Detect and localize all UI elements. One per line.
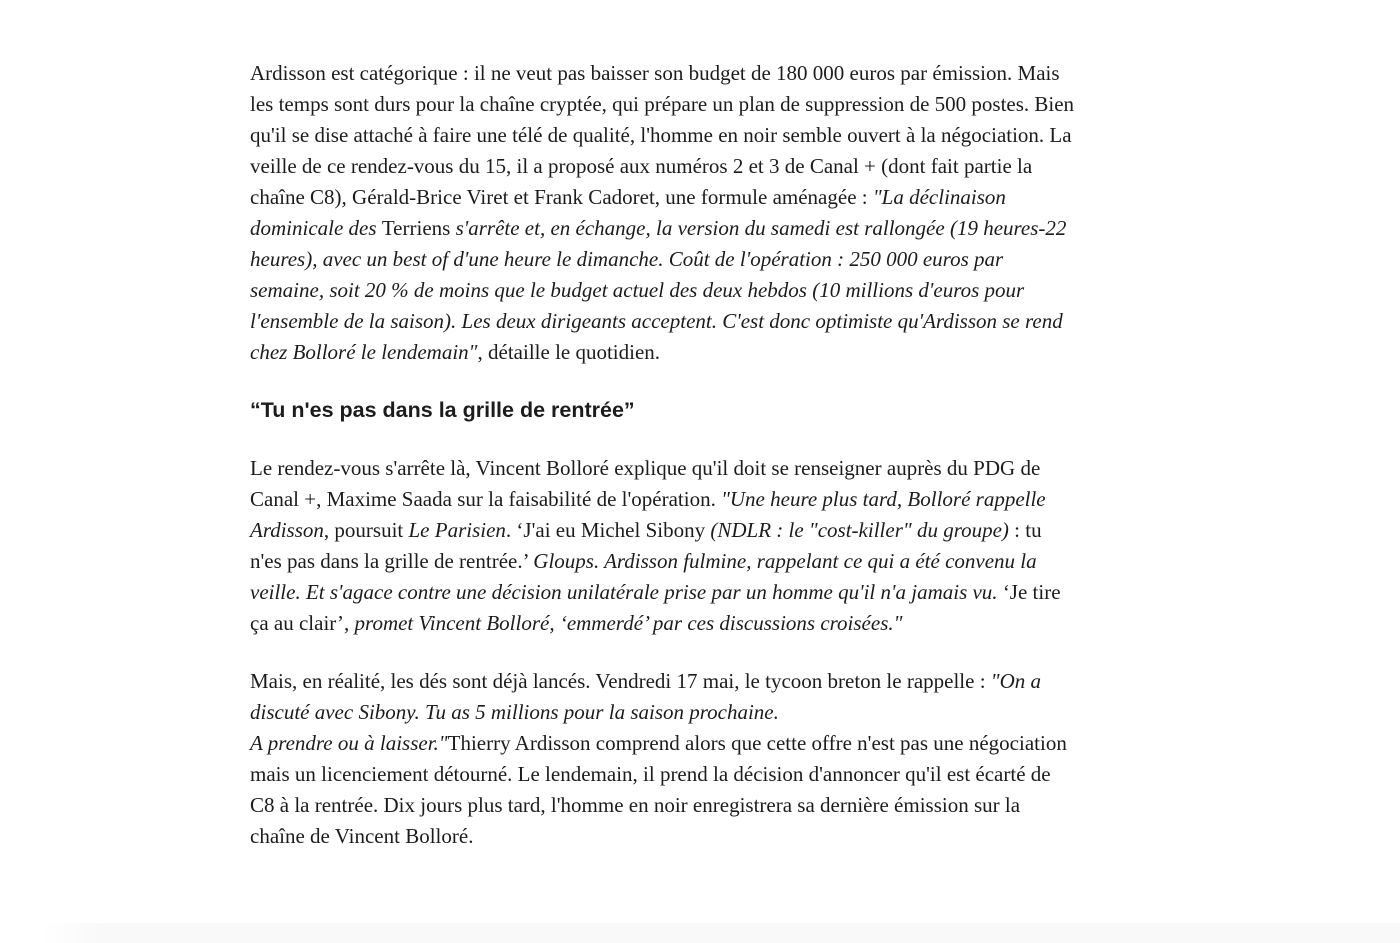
text-run: Mais, en réalité, les dés sont déjà lancés. Vendredi 17 mai, le tycoon breton le rappelle : (250, 669, 991, 693)
quoted-text-run: Le Parisien (408, 518, 506, 542)
text-run: Ardisson est catégorique : il ne veut pas baisser son budget de 180 000 euros par émission. Mais les temps sont durs pour la chaîne cryptée, qui prépare un plan de suppression de 500 postes. Bien qu'il se dise attaché à faire une télé de qualité, l'homme en noir semble ouvert à la négociation. La veille de ce rendez-vous du 15, il a proposé aux numéros 2 et 3 de Canal + (dont fait partie la chaîne C8), Gérald-Brice Viret et Frank Cadoret, une formule aménagée : (250, 61, 1075, 209)
quoted-text-run: A prendre ou à laisser." (250, 731, 448, 755)
quoted-text-run: (NDLR : le "cost-killer" du groupe) (710, 518, 1009, 542)
text-run: , détaille le quotidien. (477, 340, 661, 364)
article-paragraph (250, 453, 1078, 639)
bottom-section-edge (0, 923, 1400, 943)
quoted-text-run: promet Vincent Bolloré, ‘emmerdé’ par ces discussions croisées." (354, 611, 903, 635)
article-paragraph (250, 58, 1078, 368)
quoted-text-run: "Une heure plus tard, Bolloré rappelle Ardisson (250, 487, 1046, 542)
text-run: Terriens (381, 216, 451, 240)
text-run: . ‘J'ai eu Michel Sibony (505, 518, 711, 542)
quoted-text-run: "On a discuté avec Sibony. Tu as 5 millions pour la saison prochaine. (250, 669, 1042, 724)
quoted-text-run: "La déclinaison dominicale des (250, 185, 1006, 240)
text-run: : tu n'es pas dans la grille de rentrée.’ (250, 518, 1042, 573)
text-run: ‘Je tire ça au clair’, (250, 580, 1061, 635)
text-run: Thierry Ardisson comprend alors que cette offre n'est pas une négociation mais un licenciement détourné. Le lendemain, il prend la décision d'annoncer qu'il est écarté de C8 à la rentrée. Dix jours plus tard, l'homme en noir enregistrera sa dernière émission sur la chaîne de Vincent Bolloré. (250, 731, 1067, 848)
quoted-text-run: Gloups. Ardisson fulmine, rappelant ce qui a été convenu la veille. Et s'agace contre une décision unilatérale prise par un homme qu'il n'a jamais vu. (250, 549, 1037, 604)
article-body (250, 58, 1078, 879)
quoted-text-run: s'arrête et, en échange, la version du samedi est rallongée (19 heures-22 heures), avec un best of d'une heure le dimanche. Coût de l'opération : 250 000 euros par semaine, soit 20 % de moins que le budget actuel des deux hebdos (10 millions d'euros pour l'ensemble de la saison). Les deux dirigeants acceptent. C'est donc optimiste qu'Ardisson se rend chez Bolloré le lendemain" (250, 216, 1067, 364)
article-paragraph (250, 666, 1078, 852)
text-run: Le rendez-vous s'arrête là, Vincent Bolloré explique qu'il doit se renseigner auprès du PDG de Canal +, Maxime Saada sur la faisabilité de l'opération. (250, 456, 1041, 511)
section-heading (250, 395, 1078, 426)
text-run: , poursuit (323, 518, 409, 542)
text-run: “Tu n'es pas dans la grille de rentrée” (250, 398, 635, 422)
